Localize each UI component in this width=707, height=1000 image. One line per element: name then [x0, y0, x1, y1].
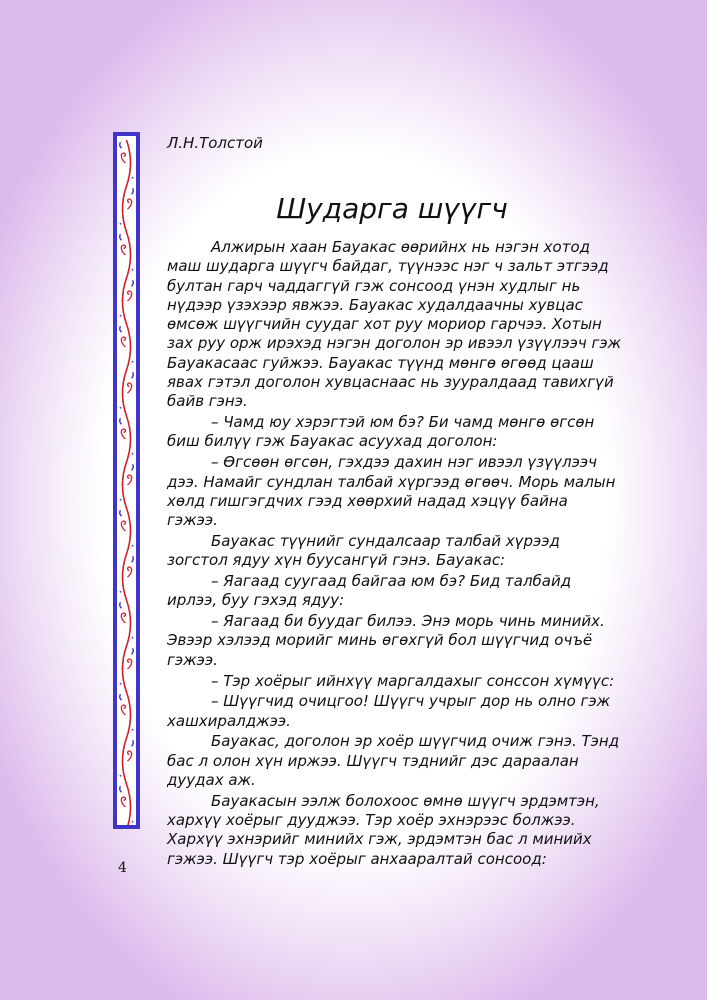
paragraph: – Яагаад би буудаг билээ. Энэ морь чинь минийх. Эвээр хэлээд морийг минь өгөхгүй бол шүүгчид очъё гэжээ.: [167, 612, 605, 669]
paragraph: Бауакасын ээлж болохоос өмнө шүүгч эрдэмтэн, хархүү хоёрыг дууджээ. Тэр хоёр эхнэрээс болжээ. Хархүү эхнэрийг минийх гэж, эрдэмтэн бас л минийх гэжээ. Шүүгч тэр хоёрыг анхааралтай сонсоод:: [167, 791, 600, 868]
paragraph: Бауакас, доголон эр хоёр шүүгчид очиж гэнэ. Тэнд бас л олон хүн иржээ. Шүүгч тэднийг дэс дараалан дуудах аж.: [167, 732, 620, 790]
story-body: [167, 238, 622, 871]
author-name: Л.Н.Толстой: [167, 134, 263, 152]
paragraph: Бауакас түүнийг сундалсаар талбай хүрээд зогстол ядуу хүн буусангүй гэнэ. Бауакас:: [167, 531, 560, 570]
paragraph: – Яагаад суугаад байгаа юм бэ? Бид талбайд ирлээ, буу гэхэд ядуу:: [167, 572, 572, 610]
paragraph: – Чамд юу хэрэгтэй юм бэ? Би чамд мөнгө өгсөн биш билүү гэж Бауакас асуухад доголон:: [167, 413, 595, 451]
paragraph: – Өгсөөн өгсөн, гэхдээ дахин нэг ивээл үзүүлээч дээ. Намайг сундлан талбай хүргээд өгөөч. Морь малын хөлд гишгэгдчих гээд хөөрхий надад хэцүү байна гэжээ.: [167, 453, 616, 530]
paragraph: – Тэр хоёрыг ийнхүү маргалдахыг сонссон хүмүүс:: [211, 671, 615, 690]
page-number: 4: [118, 860, 127, 876]
story-title: Шударга шүүгч: [276, 192, 508, 225]
ornament-vine-icon: [117, 136, 136, 825]
ornamental-border: [113, 132, 140, 829]
paragraph: – Шүүгчид очицгоо! Шүүгч учрыг дор нь олно гэж хашхиралджээ.: [167, 692, 611, 730]
paragraph: Алжирын хаан Бауакас өөрийнх нь нэгэн хотод маш шударга шүүгч байдаг, түүнээс нэг ч зальт этгээд бултан гарч чаддаггүй гэж сонсоод үнэн худлыг нь нүдээр үзэхээр явжээ. Бауакас худалдаачны хувцас өмсөж шүүгчийн суудаг хот руу мориор гарчээ. Хотын зах руу орж ирэхэд нэгэн доголон эр ивээл үзүүлээч гэж Бауакасаас гуйжээ. Бауакас түүнд мөнгө өгөөд цааш явах гэтэл доголон хувцаснаас нь зууралдаад тавихгүй байв гэнэ.: [167, 238, 622, 411]
